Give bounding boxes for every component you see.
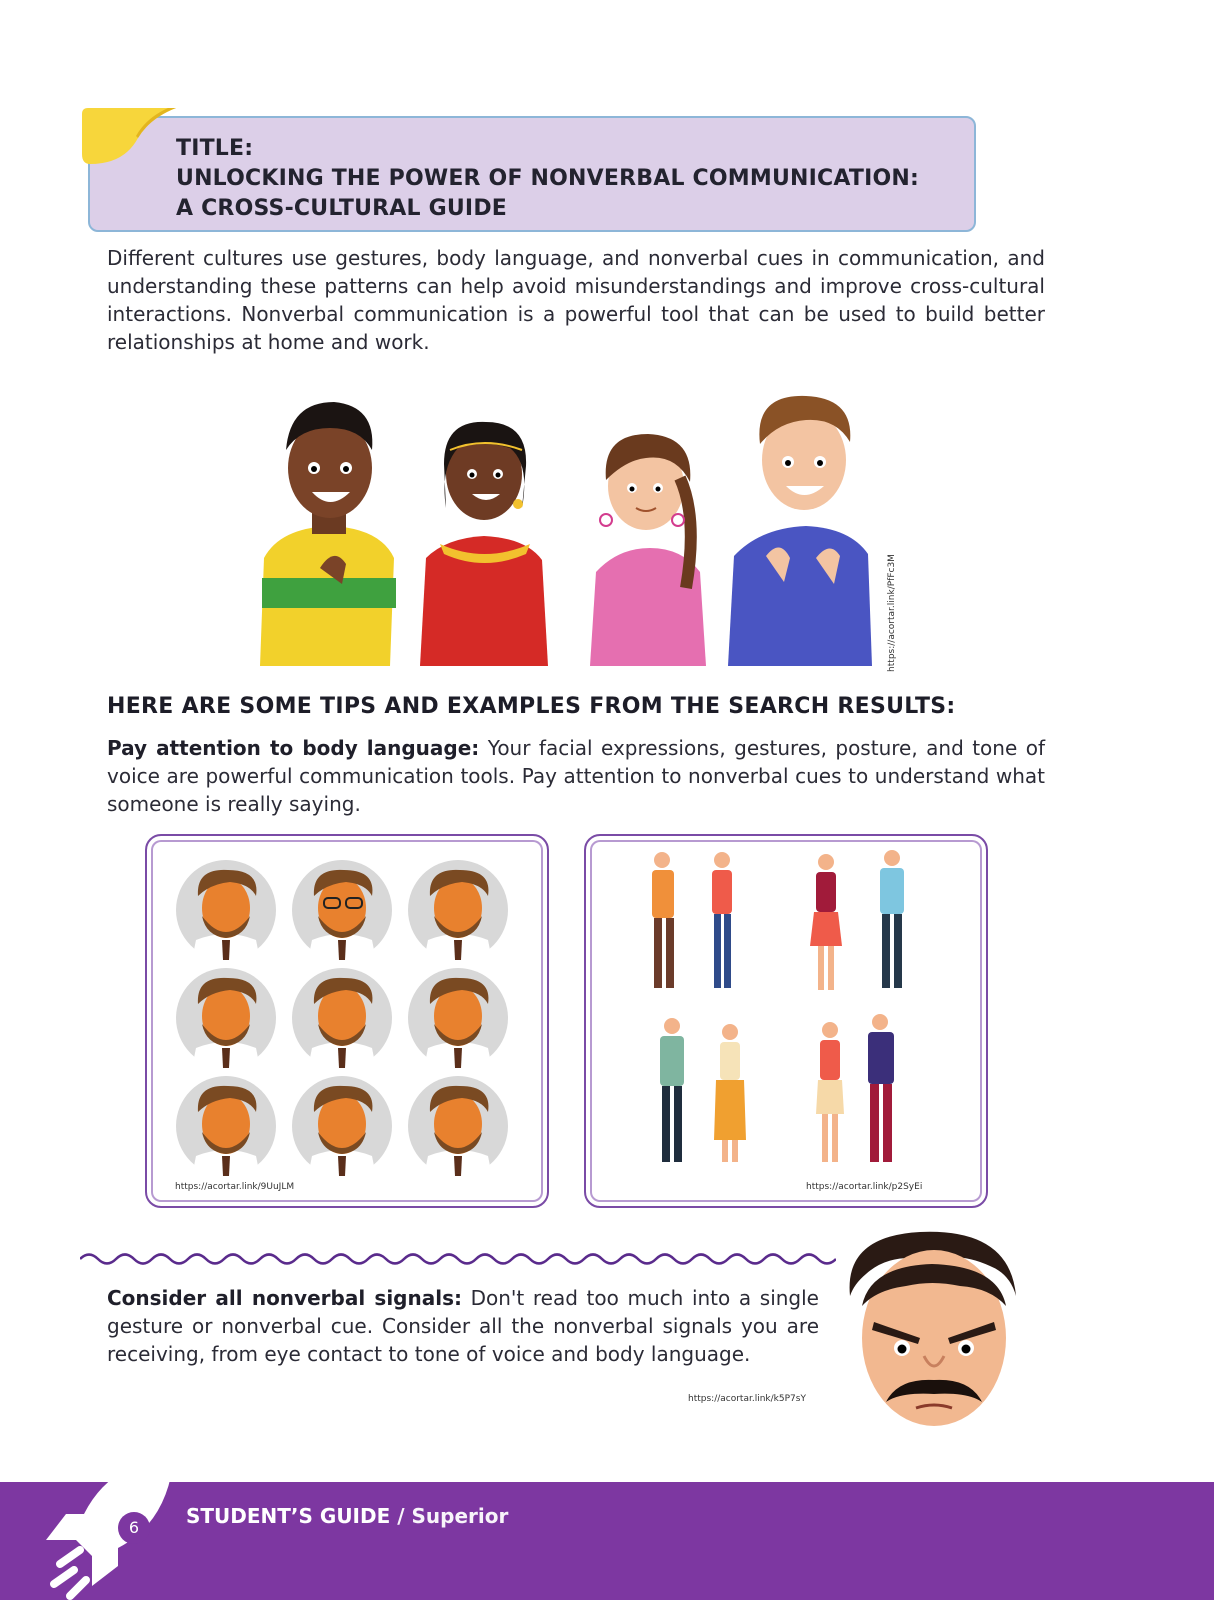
person-blue-shirt [728,396,872,666]
level-label: / Superior [390,1504,509,1528]
footer-bar [0,1482,1214,1600]
angry-man-illustration [840,1226,1026,1436]
title-flag-decoration [80,108,180,174]
page-title [176,134,966,224]
person-red-shirt [420,422,548,666]
arguing-people-illustration [610,846,960,1176]
footer-guide-label [186,1504,508,1528]
facial-expressions-grid [170,858,520,1178]
wavy-divider [80,1250,836,1268]
person-yellow-shirt [260,402,396,666]
title-line-1: UNLOCKING THE POWER OF NONVERBAL COMMUNICATION: [176,166,919,191]
rocket-icon [40,1454,180,1600]
tips-section-heading: HERE ARE SOME TIPS AND EXAMPLES FROM THE SEARCH RESULTS: [107,694,956,719]
tip-body-language [107,734,1045,818]
tip-nonverbal-signals [107,1284,819,1368]
title-label: TITLE: [176,136,254,161]
title-line-2: A CROSS-CULTURAL GUIDE [176,196,508,221]
intro-paragraph: Different cultures use gestures, body language, and nonverbal cues in communication, and understanding these patterns can help avoid misunderstandings and improve cross-cultural interactions. Nonverbal communication is a powerful tool that can be used to build better relationships at home and work. [107,246,1045,354]
guide-label: STUDENT’S GUIDE [186,1504,391,1528]
facial-expressions-credit[interactable]: https://acortar.link/9UuJLM [175,1182,295,1192]
page-number: 6 [118,1512,150,1544]
tip-body-language-text: Your facial expressions, gestures, posture, and tone of voice are powerful communication tools. Pay attention to nonverbal cues to understand what someone is really saying. [107,736,1045,816]
arguing-people-credit[interactable]: https://acortar.link/p2SyEi [806,1182,923,1192]
hero-image-credit[interactable]: https://acortar.link/PfFc3M [887,554,897,672]
tip-nonverbal-signals-text: Don't read too much into a single gesture or nonverbal cue. Consider all the nonverbal signals you are receiving, from eye contact to tone of voice and body language. [107,1286,819,1366]
angry-man-credit[interactable]: https://acortar.link/k5P7sY [688,1394,806,1404]
tip-body-language-heading: Pay attention to body language: [107,736,480,760]
tip-nonverbal-signals-heading: Consider all nonverbal signals: [107,1286,462,1310]
diverse-people-illustration [250,388,880,666]
person-pink-shirt [590,434,706,666]
